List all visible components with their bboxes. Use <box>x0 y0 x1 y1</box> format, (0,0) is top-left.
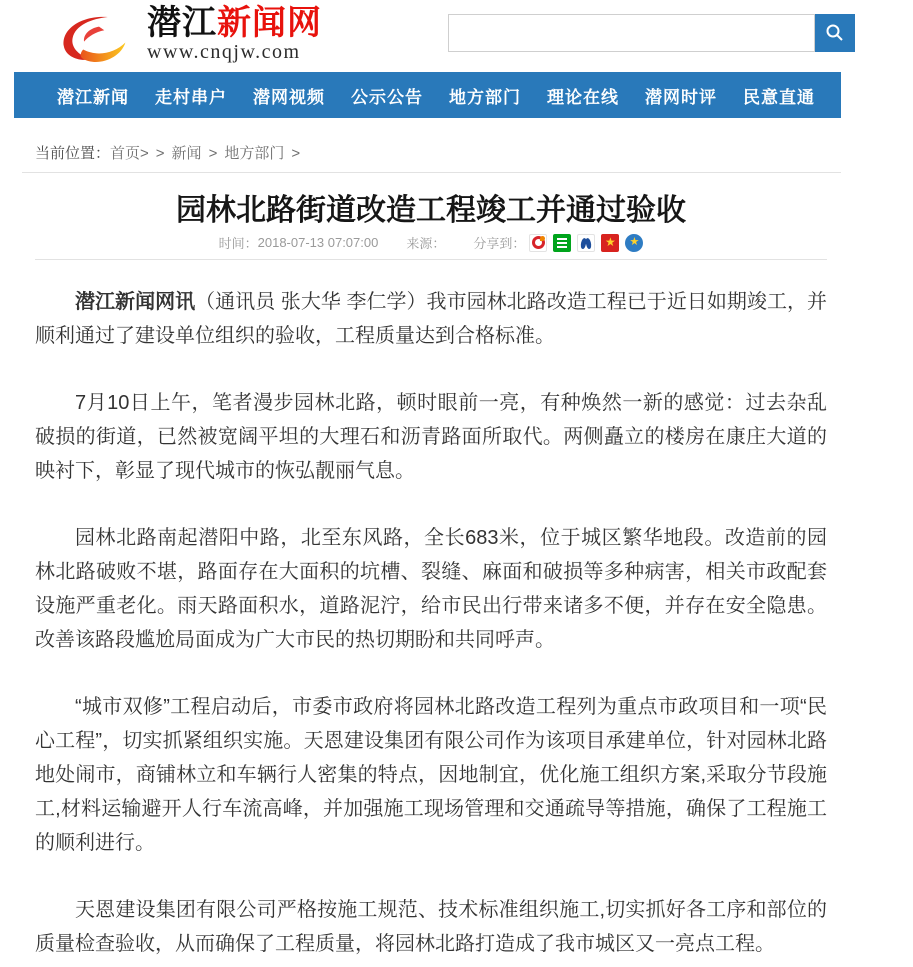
nav-item-qianjiang-news[interactable]: 潜江新闻 <box>57 87 129 107</box>
search-bar <box>448 14 841 52</box>
share-label: 分享到： <box>473 236 526 251</box>
paragraph-5: 天恩建设集团有限公司严格按施工规范、技术标准组织施工,切实抓好各工序和部位的质量检查验收，从而确保了工程质量，将园林北路打造成了我市城区又一亮点工程。 <box>35 899 827 955</box>
breadcrumb-separator: > <box>208 145 218 162</box>
site-title <box>147 6 322 40</box>
nav-item-network-politics[interactable]: 网络问政 <box>841 87 913 107</box>
douban-share-icon[interactable] <box>553 234 571 252</box>
site-header <box>0 0 841 72</box>
breadcrumb-local-departments-link[interactable]: 地方部门 <box>224 145 285 162</box>
logo-text <box>147 6 322 62</box>
article-time <box>219 233 379 252</box>
source-label: 来源： <box>406 236 446 251</box>
article-lead: 潜江新闻网讯 <box>75 291 196 313</box>
logo-swoosh-icon <box>55 12 143 66</box>
nav-item-public-notices[interactable]: 公示公告 <box>351 87 423 107</box>
breadcrumb-home-link[interactable]: 首页> <box>110 145 149 162</box>
article-title: 园林北路街道改造工程竣工并通过验收 <box>176 194 686 227</box>
breadcrumb-separator: > <box>291 145 301 162</box>
main-nav <box>14 72 913 118</box>
search-icon <box>825 23 845 43</box>
time-label: 时间： <box>218 236 258 251</box>
article-meta <box>35 233 827 252</box>
qq-star-share-icon[interactable] <box>625 234 643 252</box>
share-icons <box>529 234 643 252</box>
site-title-black: 潜江 <box>147 4 217 42</box>
nav-item-commentary[interactable]: 潜网时评 <box>645 87 717 107</box>
paragraph-1 <box>35 285 827 353</box>
article-source <box>406 233 445 252</box>
site-url: www.cnqjw.com <box>147 41 301 63</box>
site-logo[interactable] <box>55 6 322 66</box>
paragraph-4: “城市双修”工程启动后，市委市政府将园林北路改造工程列为重点市政项目和一项“民心工程”，切实抓紧组织实施。天恩建设集团有限公司作为该项目承建单位，针对园林北路地处闹市，商铺林立和车辆行人密集的特点，因地制宜，优化施工组织方案,采取分节段施工,材料运输避开人行车流高峰，并加强施工现场管理和交通疏导等措施，确保了工程施工的顺利进行。 <box>35 696 827 854</box>
breadcrumb <box>22 118 841 173</box>
article-share <box>473 233 643 252</box>
paragraph-2: 7月10日上午，笔者漫步园林北路，顿时眼前一亮，有种焕然一新的感觉：过去杂乱破损的街道，已然被宽阔平坦的大理石和沥青路面所取代。两侧矗立的楼房在康庄大道的映衬下，彰显了现代城市的恢弘靓丽气息。 <box>35 392 827 482</box>
breadcrumb-label: 当前位置： <box>35 145 111 162</box>
breadcrumb-news-link[interactable]: 新闻 <box>171 145 202 162</box>
paragraph-1-text: （通讯员 张大华 李仁学）我市园林北路改造工程已于近日如期竣工，并顺利通过了建设单位组织的验收，工程质量达到合格标准。 <box>35 291 827 347</box>
nav-item-village-visits[interactable]: 走村串户 <box>155 87 227 107</box>
time-value: 2018-07-13 07:07:00 <box>257 235 379 250</box>
nav-item-public-opinion[interactable]: 民意直通 <box>743 87 815 107</box>
renmin-weibo-share-icon[interactable] <box>577 234 595 252</box>
sina-weibo-share-icon[interactable] <box>529 234 547 252</box>
qzone-share-icon[interactable] <box>601 234 619 252</box>
breadcrumb-separator: > <box>155 145 165 162</box>
paragraph-3: 园林北路南起潜阳中路，北至东风路，全长683米，位于城区繁华地段。改造前的园林北路破败不堪，路面存在大面积的坑槽、裂缝、麻面和破损等多种病害，相关市政配套设施严重老化。雨天路面积水，道路泥泞，给市民出行带来诸多不便，并存在安全隐患。改善该路段尴尬局面成为广大市民的热切期盼和共同呼声。 <box>35 527 827 651</box>
search-input[interactable] <box>448 14 815 52</box>
search-button[interactable] <box>815 14 855 52</box>
article-body <box>35 260 827 961</box>
nav-item-local-departments[interactable]: 地方部门 <box>449 87 521 107</box>
article <box>35 191 827 961</box>
nav-item-theory-online[interactable]: 理论在线 <box>547 87 619 107</box>
site-title-red: 新闻网 <box>217 4 322 42</box>
nav-item-video[interactable]: 潜网视频 <box>253 87 325 107</box>
